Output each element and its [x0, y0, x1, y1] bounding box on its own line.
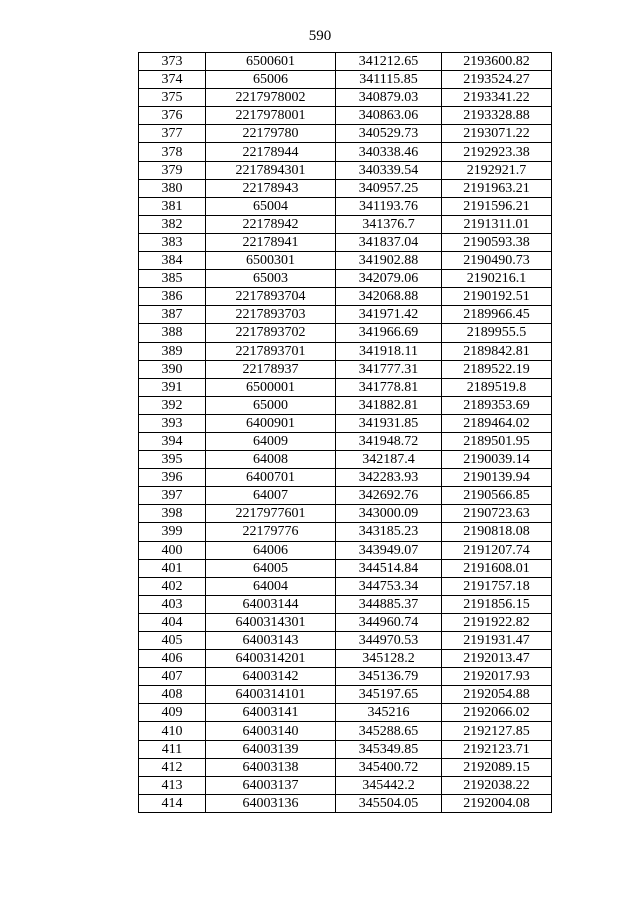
point-id-cell: 64003143 [206, 632, 336, 650]
table-row [139, 541, 552, 559]
point-id-cell: 64003139 [206, 740, 336, 758]
row-index-cell: 411 [139, 740, 206, 758]
row-index-cell: 407 [139, 668, 206, 686]
row-index-cell: 401 [139, 559, 206, 577]
x-coordinate-cell: 345197.65 [336, 686, 442, 704]
point-id-cell: 2217978001 [206, 107, 336, 125]
x-coordinate-cell: 345349.85 [336, 740, 442, 758]
row-index-cell: 410 [139, 722, 206, 740]
point-id-cell: 64003137 [206, 776, 336, 794]
row-index-cell: 404 [139, 613, 206, 631]
row-index-cell: 373 [139, 53, 206, 71]
table-row [139, 432, 552, 450]
table-row [139, 53, 552, 71]
table-row [139, 469, 552, 487]
table-row [139, 71, 552, 89]
point-id-cell: 64008 [206, 451, 336, 469]
row-index-cell: 405 [139, 632, 206, 650]
y-coordinate-cell: 2192004.08 [442, 794, 552, 812]
table-row [139, 179, 552, 197]
row-index-cell: 395 [139, 451, 206, 469]
x-coordinate-cell: 340338.46 [336, 143, 442, 161]
row-index-cell: 378 [139, 143, 206, 161]
y-coordinate-cell: 2190139.94 [442, 469, 552, 487]
x-coordinate-cell: 343000.09 [336, 505, 442, 523]
x-coordinate-cell: 345136.79 [336, 668, 442, 686]
y-coordinate-cell: 2192923.38 [442, 143, 552, 161]
y-coordinate-cell: 2192013.47 [442, 650, 552, 668]
x-coordinate-cell: 340339.54 [336, 161, 442, 179]
point-id-cell: 22178942 [206, 215, 336, 233]
y-coordinate-cell: 2189522.19 [442, 360, 552, 378]
table-row [139, 451, 552, 469]
row-index-cell: 384 [139, 252, 206, 270]
table-row [139, 559, 552, 577]
y-coordinate-cell: 2191856.15 [442, 595, 552, 613]
table-row [139, 722, 552, 740]
point-id-cell: 6400314201 [206, 650, 336, 668]
row-index-cell: 403 [139, 595, 206, 613]
x-coordinate-cell: 345128.2 [336, 650, 442, 668]
row-index-cell: 394 [139, 432, 206, 450]
y-coordinate-cell: 2193341.22 [442, 89, 552, 107]
y-coordinate-cell: 2189955.5 [442, 324, 552, 342]
y-coordinate-cell: 2192921.7 [442, 161, 552, 179]
row-index-cell: 392 [139, 396, 206, 414]
table-row [139, 686, 552, 704]
y-coordinate-cell: 2191207.74 [442, 541, 552, 559]
table-row [139, 632, 552, 650]
row-index-cell: 382 [139, 215, 206, 233]
y-coordinate-cell: 2191596.21 [442, 197, 552, 215]
point-id-cell: 64004 [206, 577, 336, 595]
x-coordinate-cell: 341918.11 [336, 342, 442, 360]
y-coordinate-cell: 2193071.22 [442, 125, 552, 143]
point-id-cell: 65006 [206, 71, 336, 89]
y-coordinate-cell: 2190216.1 [442, 270, 552, 288]
y-coordinate-cell: 2191757.18 [442, 577, 552, 595]
point-id-cell: 64003141 [206, 704, 336, 722]
x-coordinate-cell: 340863.06 [336, 107, 442, 125]
point-id-cell: 6400314101 [206, 686, 336, 704]
table-row [139, 197, 552, 215]
x-coordinate-cell: 341948.72 [336, 432, 442, 450]
y-coordinate-cell: 2190593.38 [442, 233, 552, 251]
table-row [139, 577, 552, 595]
x-coordinate-cell: 345504.05 [336, 794, 442, 812]
y-coordinate-cell: 2190192.51 [442, 288, 552, 306]
x-coordinate-cell: 345288.65 [336, 722, 442, 740]
point-id-cell: 22178937 [206, 360, 336, 378]
table-row [139, 143, 552, 161]
table-row [139, 650, 552, 668]
x-coordinate-cell: 341212.65 [336, 53, 442, 71]
row-index-cell: 389 [139, 342, 206, 360]
table-row [139, 414, 552, 432]
row-index-cell: 377 [139, 125, 206, 143]
x-coordinate-cell: 340529.73 [336, 125, 442, 143]
point-id-cell: 64007 [206, 487, 336, 505]
x-coordinate-cell: 341966.69 [336, 324, 442, 342]
page-number: 590 [308, 28, 332, 44]
y-coordinate-cell: 2190039.14 [442, 451, 552, 469]
x-coordinate-cell: 345216 [336, 704, 442, 722]
point-id-cell: 64005 [206, 559, 336, 577]
table-row [139, 252, 552, 270]
y-coordinate-cell: 2192054.88 [442, 686, 552, 704]
table-row [139, 215, 552, 233]
table-row [139, 306, 552, 324]
point-id-cell: 22178944 [206, 143, 336, 161]
y-coordinate-cell: 2189353.69 [442, 396, 552, 414]
point-id-cell: 6500301 [206, 252, 336, 270]
y-coordinate-cell: 2191931.47 [442, 632, 552, 650]
x-coordinate-cell: 345442.2 [336, 776, 442, 794]
coordinates-table [138, 52, 552, 813]
row-index-cell: 376 [139, 107, 206, 125]
x-coordinate-cell: 344885.37 [336, 595, 442, 613]
x-coordinate-cell: 340879.03 [336, 89, 442, 107]
table-row [139, 161, 552, 179]
row-index-cell: 398 [139, 505, 206, 523]
y-coordinate-cell: 2189842.81 [442, 342, 552, 360]
row-index-cell: 412 [139, 758, 206, 776]
y-coordinate-cell: 2192089.15 [442, 758, 552, 776]
y-coordinate-cell: 2192127.85 [442, 722, 552, 740]
point-id-cell: 64003142 [206, 668, 336, 686]
table-row [139, 342, 552, 360]
table-row [139, 523, 552, 541]
table-row [139, 324, 552, 342]
table-row [139, 396, 552, 414]
row-index-cell: 375 [139, 89, 206, 107]
table-row [139, 740, 552, 758]
table-row [139, 270, 552, 288]
row-index-cell: 393 [139, 414, 206, 432]
y-coordinate-cell: 2193328.88 [442, 107, 552, 125]
table-row [139, 595, 552, 613]
point-id-cell: 2217893703 [206, 306, 336, 324]
x-coordinate-cell: 341837.04 [336, 233, 442, 251]
table-row [139, 487, 552, 505]
y-coordinate-cell: 2192066.02 [442, 704, 552, 722]
y-coordinate-cell: 2192038.22 [442, 776, 552, 794]
y-coordinate-cell: 2191963.21 [442, 179, 552, 197]
row-index-cell: 381 [139, 197, 206, 215]
x-coordinate-cell: 344960.74 [336, 613, 442, 631]
point-id-cell: 6400901 [206, 414, 336, 432]
point-id-cell: 6500601 [206, 53, 336, 71]
x-coordinate-cell: 341931.85 [336, 414, 442, 432]
row-index-cell: 380 [139, 179, 206, 197]
x-coordinate-cell: 341882.81 [336, 396, 442, 414]
x-coordinate-cell: 342692.76 [336, 487, 442, 505]
row-index-cell: 396 [139, 469, 206, 487]
x-coordinate-cell: 341971.42 [336, 306, 442, 324]
y-coordinate-cell: 2191922.82 [442, 613, 552, 631]
x-coordinate-cell: 342283.93 [336, 469, 442, 487]
row-index-cell: 400 [139, 541, 206, 559]
point-id-cell: 6400701 [206, 469, 336, 487]
y-coordinate-cell: 2190818.08 [442, 523, 552, 541]
table-row [139, 613, 552, 631]
y-coordinate-cell: 2192123.71 [442, 740, 552, 758]
point-id-cell: 6400314301 [206, 613, 336, 631]
row-index-cell: 385 [139, 270, 206, 288]
y-coordinate-cell: 2189519.8 [442, 378, 552, 396]
point-id-cell: 2217893704 [206, 288, 336, 306]
x-coordinate-cell: 342068.88 [336, 288, 442, 306]
point-id-cell: 64003138 [206, 758, 336, 776]
x-coordinate-cell: 345400.72 [336, 758, 442, 776]
coordinates-table-body [139, 53, 552, 813]
row-index-cell: 409 [139, 704, 206, 722]
x-coordinate-cell: 344514.84 [336, 559, 442, 577]
row-index-cell: 386 [139, 288, 206, 306]
table-row [139, 505, 552, 523]
table-row [139, 378, 552, 396]
point-id-cell: 64006 [206, 541, 336, 559]
y-coordinate-cell: 2191311.01 [442, 215, 552, 233]
row-index-cell: 387 [139, 306, 206, 324]
point-id-cell: 65000 [206, 396, 336, 414]
x-coordinate-cell: 340957.25 [336, 179, 442, 197]
row-index-cell: 414 [139, 794, 206, 812]
point-id-cell: 2217894301 [206, 161, 336, 179]
row-index-cell: 391 [139, 378, 206, 396]
x-coordinate-cell: 343949.07 [336, 541, 442, 559]
table-row [139, 776, 552, 794]
x-coordinate-cell: 341115.85 [336, 71, 442, 89]
point-id-cell: 65004 [206, 197, 336, 215]
row-index-cell: 397 [139, 487, 206, 505]
point-id-cell: 64003144 [206, 595, 336, 613]
point-id-cell: 22178943 [206, 179, 336, 197]
x-coordinate-cell: 341193.76 [336, 197, 442, 215]
row-index-cell: 379 [139, 161, 206, 179]
x-coordinate-cell: 342079.06 [336, 270, 442, 288]
point-id-cell: 64003136 [206, 794, 336, 812]
row-index-cell: 383 [139, 233, 206, 251]
row-index-cell: 406 [139, 650, 206, 668]
y-coordinate-cell: 2189966.45 [442, 306, 552, 324]
table-row [139, 668, 552, 686]
point-id-cell: 2217977601 [206, 505, 336, 523]
row-index-cell: 408 [139, 686, 206, 704]
x-coordinate-cell: 341376.7 [336, 215, 442, 233]
row-index-cell: 402 [139, 577, 206, 595]
table-row [139, 89, 552, 107]
x-coordinate-cell: 344970.53 [336, 632, 442, 650]
point-id-cell: 2217893701 [206, 342, 336, 360]
x-coordinate-cell: 344753.34 [336, 577, 442, 595]
table-row [139, 758, 552, 776]
table-row [139, 233, 552, 251]
x-coordinate-cell: 341902.88 [336, 252, 442, 270]
x-coordinate-cell: 342187.4 [336, 451, 442, 469]
row-index-cell: 374 [139, 71, 206, 89]
point-id-cell: 2217978002 [206, 89, 336, 107]
table-row [139, 360, 552, 378]
y-coordinate-cell: 2193524.27 [442, 71, 552, 89]
y-coordinate-cell: 2191608.01 [442, 559, 552, 577]
table-row [139, 125, 552, 143]
y-coordinate-cell: 2192017.93 [442, 668, 552, 686]
point-id-cell: 64009 [206, 432, 336, 450]
point-id-cell: 64003140 [206, 722, 336, 740]
y-coordinate-cell: 2189501.95 [442, 432, 552, 450]
y-coordinate-cell: 2190490.73 [442, 252, 552, 270]
point-id-cell: 6500001 [206, 378, 336, 396]
point-id-cell: 22179776 [206, 523, 336, 541]
row-index-cell: 413 [139, 776, 206, 794]
x-coordinate-cell: 341778.81 [336, 378, 442, 396]
table-row [139, 794, 552, 812]
row-index-cell: 390 [139, 360, 206, 378]
point-id-cell: 22178941 [206, 233, 336, 251]
point-id-cell: 65003 [206, 270, 336, 288]
y-coordinate-cell: 2193600.82 [442, 53, 552, 71]
x-coordinate-cell: 341777.31 [336, 360, 442, 378]
row-index-cell: 388 [139, 324, 206, 342]
y-coordinate-cell: 2189464.02 [442, 414, 552, 432]
point-id-cell: 2217893702 [206, 324, 336, 342]
point-id-cell: 22179780 [206, 125, 336, 143]
table-row [139, 107, 552, 125]
row-index-cell: 399 [139, 523, 206, 541]
table-row [139, 288, 552, 306]
x-coordinate-cell: 343185.23 [336, 523, 442, 541]
table-row [139, 704, 552, 722]
y-coordinate-cell: 2190723.63 [442, 505, 552, 523]
y-coordinate-cell: 2190566.85 [442, 487, 552, 505]
